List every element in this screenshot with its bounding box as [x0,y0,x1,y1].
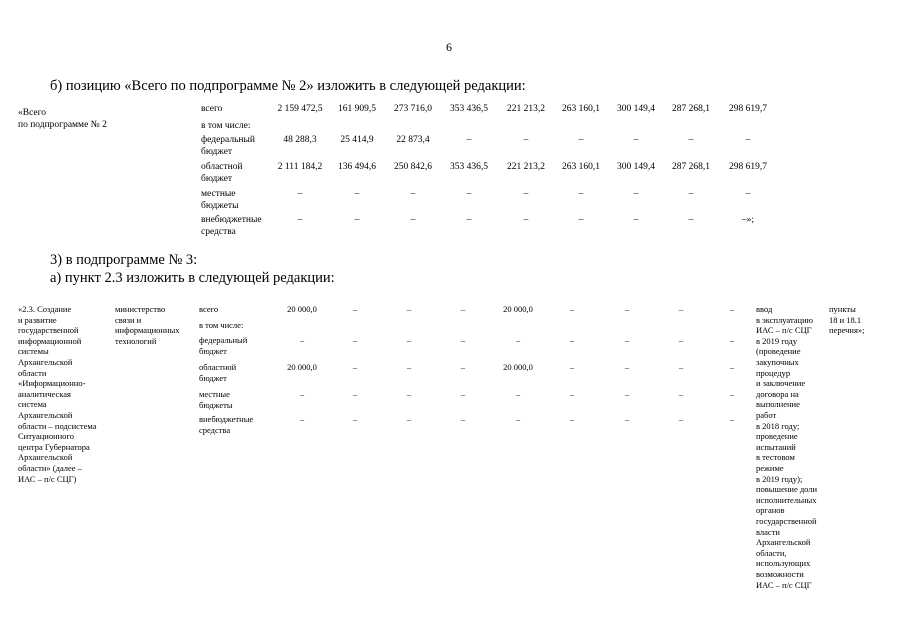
expected-result-line: в эксплуатацию [756,314,813,325]
funding-source-label: всего [199,304,219,314]
section-3-heading: 3) в подпрограмме № 3: [50,252,198,268]
value-cell: – [678,304,684,314]
value-cell: – [297,189,303,199]
expected-result-line: исполнительных [756,494,817,505]
item-name-line: и развитие [18,314,57,325]
value-cell: 221 213,2 [507,104,545,114]
value-cell: – [569,389,575,399]
value-cell: – [633,189,639,199]
value-cell: 20 000,0 [287,362,317,372]
funding-source-label: областной [199,362,237,372]
value-cell: 20 000,0 [503,304,533,314]
value-cell: – [406,304,412,314]
value-cell: 20 000,0 [503,362,533,372]
value-cell: – [745,135,751,145]
value-cell: – [406,389,412,399]
reference-line: пункты [829,304,856,314]
value-cell: – [354,189,360,199]
item-name-line: информационной [18,335,82,346]
value-cell: 298 619,7 [729,104,767,114]
value-cell: 263 160,1 [562,162,600,172]
expected-result-line: повышение доли [756,484,818,495]
value-cell: – [523,189,529,199]
value-cell: 287 268,1 [672,104,710,114]
value-cell: – [352,414,358,424]
value-cell: – [523,135,529,145]
value-cell: – [352,389,358,399]
value-cell: – [299,335,305,345]
funding-source-label: бюджеты [201,200,239,211]
executor-line: министерство [115,304,166,314]
expected-result-line: возможности [756,569,804,579]
value-cell: – [569,414,575,424]
value-cell: 22 873,4 [396,135,430,145]
expected-result-line: и заключение [756,378,806,389]
expected-result-line: выполнение [756,399,800,410]
expected-result-line: Архангельской [756,537,811,548]
value-cell: – [466,189,472,199]
funding-source-label: внебюджетные [199,414,254,424]
item-name-line: области – подсистема [18,420,97,431]
value-cell: 298 619,7 [729,162,767,172]
funding-source-label: областной [201,162,243,172]
value-cell: – [578,189,584,199]
funding-source-label: средства [199,424,231,435]
item-name-line: Архангельской [18,452,73,463]
item-name-line: «Информационно- [18,378,86,389]
item-name-line: аналитическая [18,388,71,399]
expected-result-line: договора на [756,388,799,399]
value-cell: – [624,389,630,399]
value-cell: – [678,362,684,372]
funding-source-label: бюджеты [199,399,233,410]
value-cell: – [729,362,735,372]
expected-result-line: в 2019 году); [756,473,803,484]
item-name-line: центра Губернатора [18,441,90,452]
value-cell: – [688,189,694,199]
expected-result-line: работ [756,410,777,420]
item-name-line: области» (далее – [18,463,82,473]
value-cell: – [352,304,358,314]
funding-source-label: бюджет [199,372,227,383]
value-cell: 273 716,0 [394,104,432,114]
expected-result-line: области, [756,547,787,558]
funding-source-label: средства [201,226,236,237]
value-cell: – [688,215,694,225]
value-cell: – [297,215,303,225]
item-name-line: системы [18,346,49,357]
value-cell: – [624,335,630,345]
value-cell: – [729,389,735,399]
value-cell: –»; [741,215,755,225]
value-cell: – [678,335,684,345]
value-cell: – [633,135,639,145]
funding-source-label: местные [199,389,230,399]
value-cell: – [569,304,575,314]
value-cell: – [299,414,305,424]
item-name-line: государственной [18,325,79,336]
expected-result-line: ИАС – п/с СЦГ [756,579,812,590]
value-cell: 2 111 184,2 [277,162,323,172]
value-cell: – [515,414,521,424]
value-cell: 136 494,6 [338,162,376,172]
expected-result-line: власти [756,526,780,537]
value-cell: – [523,215,529,225]
item-name-line: система [18,399,47,410]
value-cell: – [624,304,630,314]
value-cell: – [406,362,412,372]
value-cell: – [569,335,575,345]
funding-source-label: бюджет [201,146,233,157]
value-cell: 161 909,5 [338,104,376,114]
expected-result-line: государственной [756,516,817,526]
value-cell: – [729,335,735,345]
value-cell: 25 414,9 [340,135,374,145]
value-cell: – [729,414,735,424]
total-title-line: «Всего [18,108,47,118]
executor-line: информационных [115,325,180,336]
value-cell: 287 268,1 [672,162,710,172]
value-cell: – [515,335,521,345]
value-cell: – [578,135,584,145]
value-cell: – [406,414,412,424]
section-b-heading: б) позицию «Всего по подпрограмме № 2» изложить в следующей редакции: [50,78,526,94]
value-cell: – [352,362,358,372]
item-name-line: ИАС – п/с СЦГ) [18,473,77,484]
item-name-line: области [18,367,47,378]
expected-result-line: органов [756,505,785,516]
expected-result-line: в 2019 году [756,335,798,346]
value-cell: – [460,304,466,314]
expected-result-line: (проведение [756,346,801,357]
value-cell: – [624,414,630,424]
value-cell: – [466,135,472,145]
expected-result-line: процедур [756,367,791,378]
value-cell: – [633,215,639,225]
funding-source-label: в том числе: [199,320,244,330]
expected-result-line: ИАС – п/с СЦГ [756,325,812,336]
value-cell: – [460,389,466,399]
funding-source-label: бюджет [199,345,227,356]
value-cell: 221 213,2 [507,162,545,172]
value-cell: 353 436,5 [450,162,488,172]
value-cell: – [688,135,694,145]
reference-line: 18 и 18.1 [829,314,862,325]
value-cell: – [678,414,684,424]
value-cell: – [515,389,521,399]
funding-source-label: федеральный [201,135,255,145]
value-cell: 20 000,0 [287,304,317,314]
value-cell: 353 436,5 [450,104,488,114]
funding-source-label: внебюджетные [201,215,262,225]
value-cell: 2 159 472,5 [277,104,323,114]
expected-result-line: испытаний [756,441,796,452]
value-cell: 250 842,6 [394,162,432,172]
value-cell: – [299,389,305,399]
value-cell: – [745,189,751,199]
value-cell: 263 160,1 [562,104,600,114]
value-cell: – [352,335,358,345]
expected-result-line: проведение [756,431,798,442]
value-cell: 300 149,4 [617,104,655,114]
executor-line: технологий [115,335,157,346]
page-number: 6 [446,40,452,54]
expected-result-line: ввод [756,304,773,314]
expected-result-line: в тестовом [756,452,795,463]
value-cell: – [406,335,412,345]
funding-source-label: местные [201,189,236,199]
reference-line: перечня»; [829,325,865,336]
item-name-line: Архангельской [18,410,73,420]
funding-source-label: федеральный [199,335,248,345]
value-cell: – [460,414,466,424]
value-cell: – [466,215,472,225]
value-cell: – [578,215,584,225]
item-name-line: Ситуационного [18,431,74,442]
value-cell: – [460,335,466,345]
value-cell: – [569,362,575,372]
expected-result-line: закупочных [756,357,799,367]
expected-result-line: использующих [756,558,811,569]
value-cell: – [729,304,735,314]
expected-result-line: в 2018 году; [756,420,800,431]
value-cell: – [410,189,416,199]
value-cell: – [624,362,630,372]
value-cell: – [678,389,684,399]
value-cell: 48 288,3 [283,135,317,145]
item-name-line: Архангельской [18,357,73,367]
section-3a-heading: а) пункт 2.3 изложить в следующей редакции: [50,270,335,286]
funding-source-label: в том числе: [201,121,251,131]
total-title-line: по подпрограмме № 2 [18,119,107,130]
funding-source-label: бюджет [201,173,233,184]
expected-result-line: режиме [756,463,784,473]
value-cell: – [354,215,360,225]
executor-line: связи и [115,314,142,325]
value-cell: – [460,362,466,372]
value-cell: – [410,215,416,225]
item-name-line: «2.3. Создание [18,304,72,314]
funding-source-label: всего [201,104,223,114]
value-cell: 300 149,4 [617,162,655,172]
